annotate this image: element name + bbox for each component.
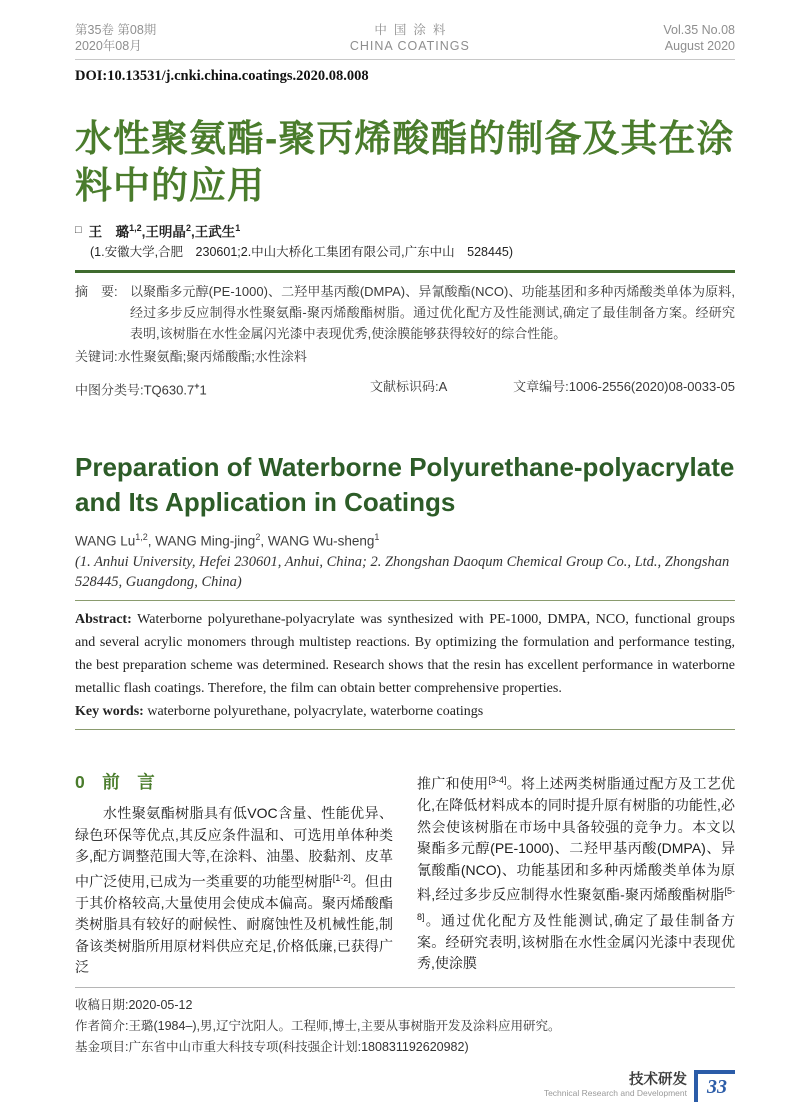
authors-en: WANG Lu$^{1,2}$, WANG Ming-jing$^2$, WANG Wu-sheng$^1$ xyxy=(75,531,380,549)
volume-issue-en: Vol.35 No.08 xyxy=(663,23,735,37)
abstract-en-text: Waterborne polyurethane-polyacrylate was synthesized with PE-1000, DMPA, NCO, functional groups and several acrylic monomers through multistep reactions. By optimizing the formulation and performance testing, the best preparation scheme was determined. Research shows that the resin has excellent performance in waterborne metallic flash coatings. Therefore, the film can obtain better comprehensive properties. xyxy=(75,612,735,697)
keywords-cn-text: 水性聚氨酯;聚丙烯酸酯;水性涂料 xyxy=(117,348,307,364)
keywords-en-label: Key words: xyxy=(75,704,144,720)
abstract-cn-row xyxy=(75,281,735,344)
authors-cn xyxy=(75,220,735,241)
volume-issue-cn: 第35卷 第08期 xyxy=(75,23,157,37)
column-title xyxy=(544,1070,687,1099)
intro-column-right xyxy=(417,770,735,979)
date-cn: 2020年08月 xyxy=(75,39,142,53)
page-number: 33 xyxy=(694,1070,735,1102)
abstract-cn-label: 摘 要: xyxy=(75,283,118,299)
authors-cn-names: 王 璐$^{1,2}$,王明晶$^2$,王武生$^1$ xyxy=(88,223,241,240)
abstract-en xyxy=(75,608,735,700)
keywords-cn-row xyxy=(75,346,735,367)
footnote-author-bio: 作者简介:王璐(1984–),男,辽宁沈阳人。工程师,博士,主要从事树脂开发及涂料应用研究。 xyxy=(75,1018,561,1033)
article-title-cn: 水性聚氨酯-聚丙烯酸酯的制备及其在涂料中的应用 xyxy=(75,118,735,206)
column-title-en: Technical Research and Development xyxy=(543,1087,687,1098)
footnote-received-date: 收稿日期:2020-05-12 xyxy=(75,997,193,1012)
article-title-en: Preparation of Waterborne Polyurethane-polyacrylate and Its Application in Coatings xyxy=(75,451,735,517)
document-code: 文献标识码:A xyxy=(370,378,448,394)
clc-number: 中图分类号:TQ630.7+1 xyxy=(75,380,207,397)
intro-column-left xyxy=(75,770,393,979)
journal-name-en: CHINA COATINGS xyxy=(349,39,470,53)
journal-name xyxy=(350,22,470,54)
volume-issue-info xyxy=(75,22,156,54)
volume-issue-info-en xyxy=(663,22,735,54)
intro-paragraph-left: 水性聚氨酯树脂具有低VOC含量、性能优异、绿色环保等优点,其反应条件温和、可选用单体种类多,配方调整范围大等,在涂料、油墨、胶黏剂、皮革中广泛使用,已成为一类重要的功能型树脂[1-2]。但由于其价格较高,大量使用会使成本偏高。聚丙烯酸酯类树脂具有较好的耐候性、耐腐蚀性及机械性能,制备该类树脂所用原材料供应充足,价格低廉,已获得广泛 xyxy=(75,805,394,976)
page-footer-badge xyxy=(75,1070,735,1102)
abstract-en-bottom-rule xyxy=(75,729,735,730)
footnote-fund-project: 基金项目:广东省中山市重大科技专项(科技强企计划:180831192620982) xyxy=(75,1039,469,1054)
footnotes-block xyxy=(75,987,735,1058)
section-heading-foreword: 0 前 言 xyxy=(75,772,155,793)
intro-paragraph-right: 推广和使用[3-4]。将上述两类树脂通过配方及工艺优化,在降低材料成本的同时提升原有树脂的功能性,必然会使该树脂在市场中具备较强的竞争力。本文以聚酯多元醇(PE-1000)、二羟甲基丙酸(DMPA)、异氰酸酯(NCO)、功能基团和多种丙烯酸类单体为原料,经过多步反应制得水性聚氨酯-聚丙烯酸酯树脂[5-8]。通过优化配方及性能测试,确定了最佳制备方案。经研究表明,该树脂在水性金属闪光漆中表现优秀,使涂膜 xyxy=(417,775,736,972)
introduction-section xyxy=(75,770,735,979)
article-number: 文章编号:1006-2556(2020)08-0033-05 xyxy=(513,378,735,394)
keywords-en-row xyxy=(75,700,735,723)
abstract-cn-block xyxy=(75,281,735,367)
affiliation-en: (1. Anhui University, Hefei 230601, Anhui, China; 2. Zhongshan Daoqum Chemical Group Co., Ltd., Zhongshan 528445, Guangdong, China) xyxy=(75,554,730,590)
affiliation-cn: (1.安徽大学,合肥 230601;2.中山大桥化工集团有限公司,广东中山 528445) xyxy=(90,244,514,259)
keywords-en-text: waterborne polyurethane, polyacrylate, waterborne coatings xyxy=(143,704,484,720)
abstract-cn-text: 以聚酯多元醇(PE-1000)、二羟甲基丙酸(DMPA)、异氰酸酯(NCO)、功能基团和多种丙烯酸类单体为原料,经过多步反应制得水性聚氨酯-聚丙烯酸酯树脂。通过优化配方及性能测试,确定了最佳制备方案。经研究表明,该树脂在水性金属闪光漆中表现优秀,使涂膜能够获得较好的综合性能。 xyxy=(130,283,735,341)
abstract-en-top-rule xyxy=(75,600,735,601)
article-meta-row xyxy=(75,376,735,400)
keywords-cn-label: 关键词: xyxy=(75,348,118,364)
column-title-cn: 技术研发 xyxy=(629,1071,687,1088)
date-en: August 2020 xyxy=(664,39,735,53)
abstract-top-rule xyxy=(75,270,735,273)
english-block xyxy=(75,450,735,731)
abstract-en-label: Abstract: xyxy=(75,612,132,628)
journal-name-cn: 中国涂料 xyxy=(374,23,453,37)
doi-text: DOI:10.13531/j.cnki.china.coatings.2020.08.008 xyxy=(75,68,369,84)
author-marker-icon: □ xyxy=(75,223,82,236)
journal-header xyxy=(75,22,735,60)
